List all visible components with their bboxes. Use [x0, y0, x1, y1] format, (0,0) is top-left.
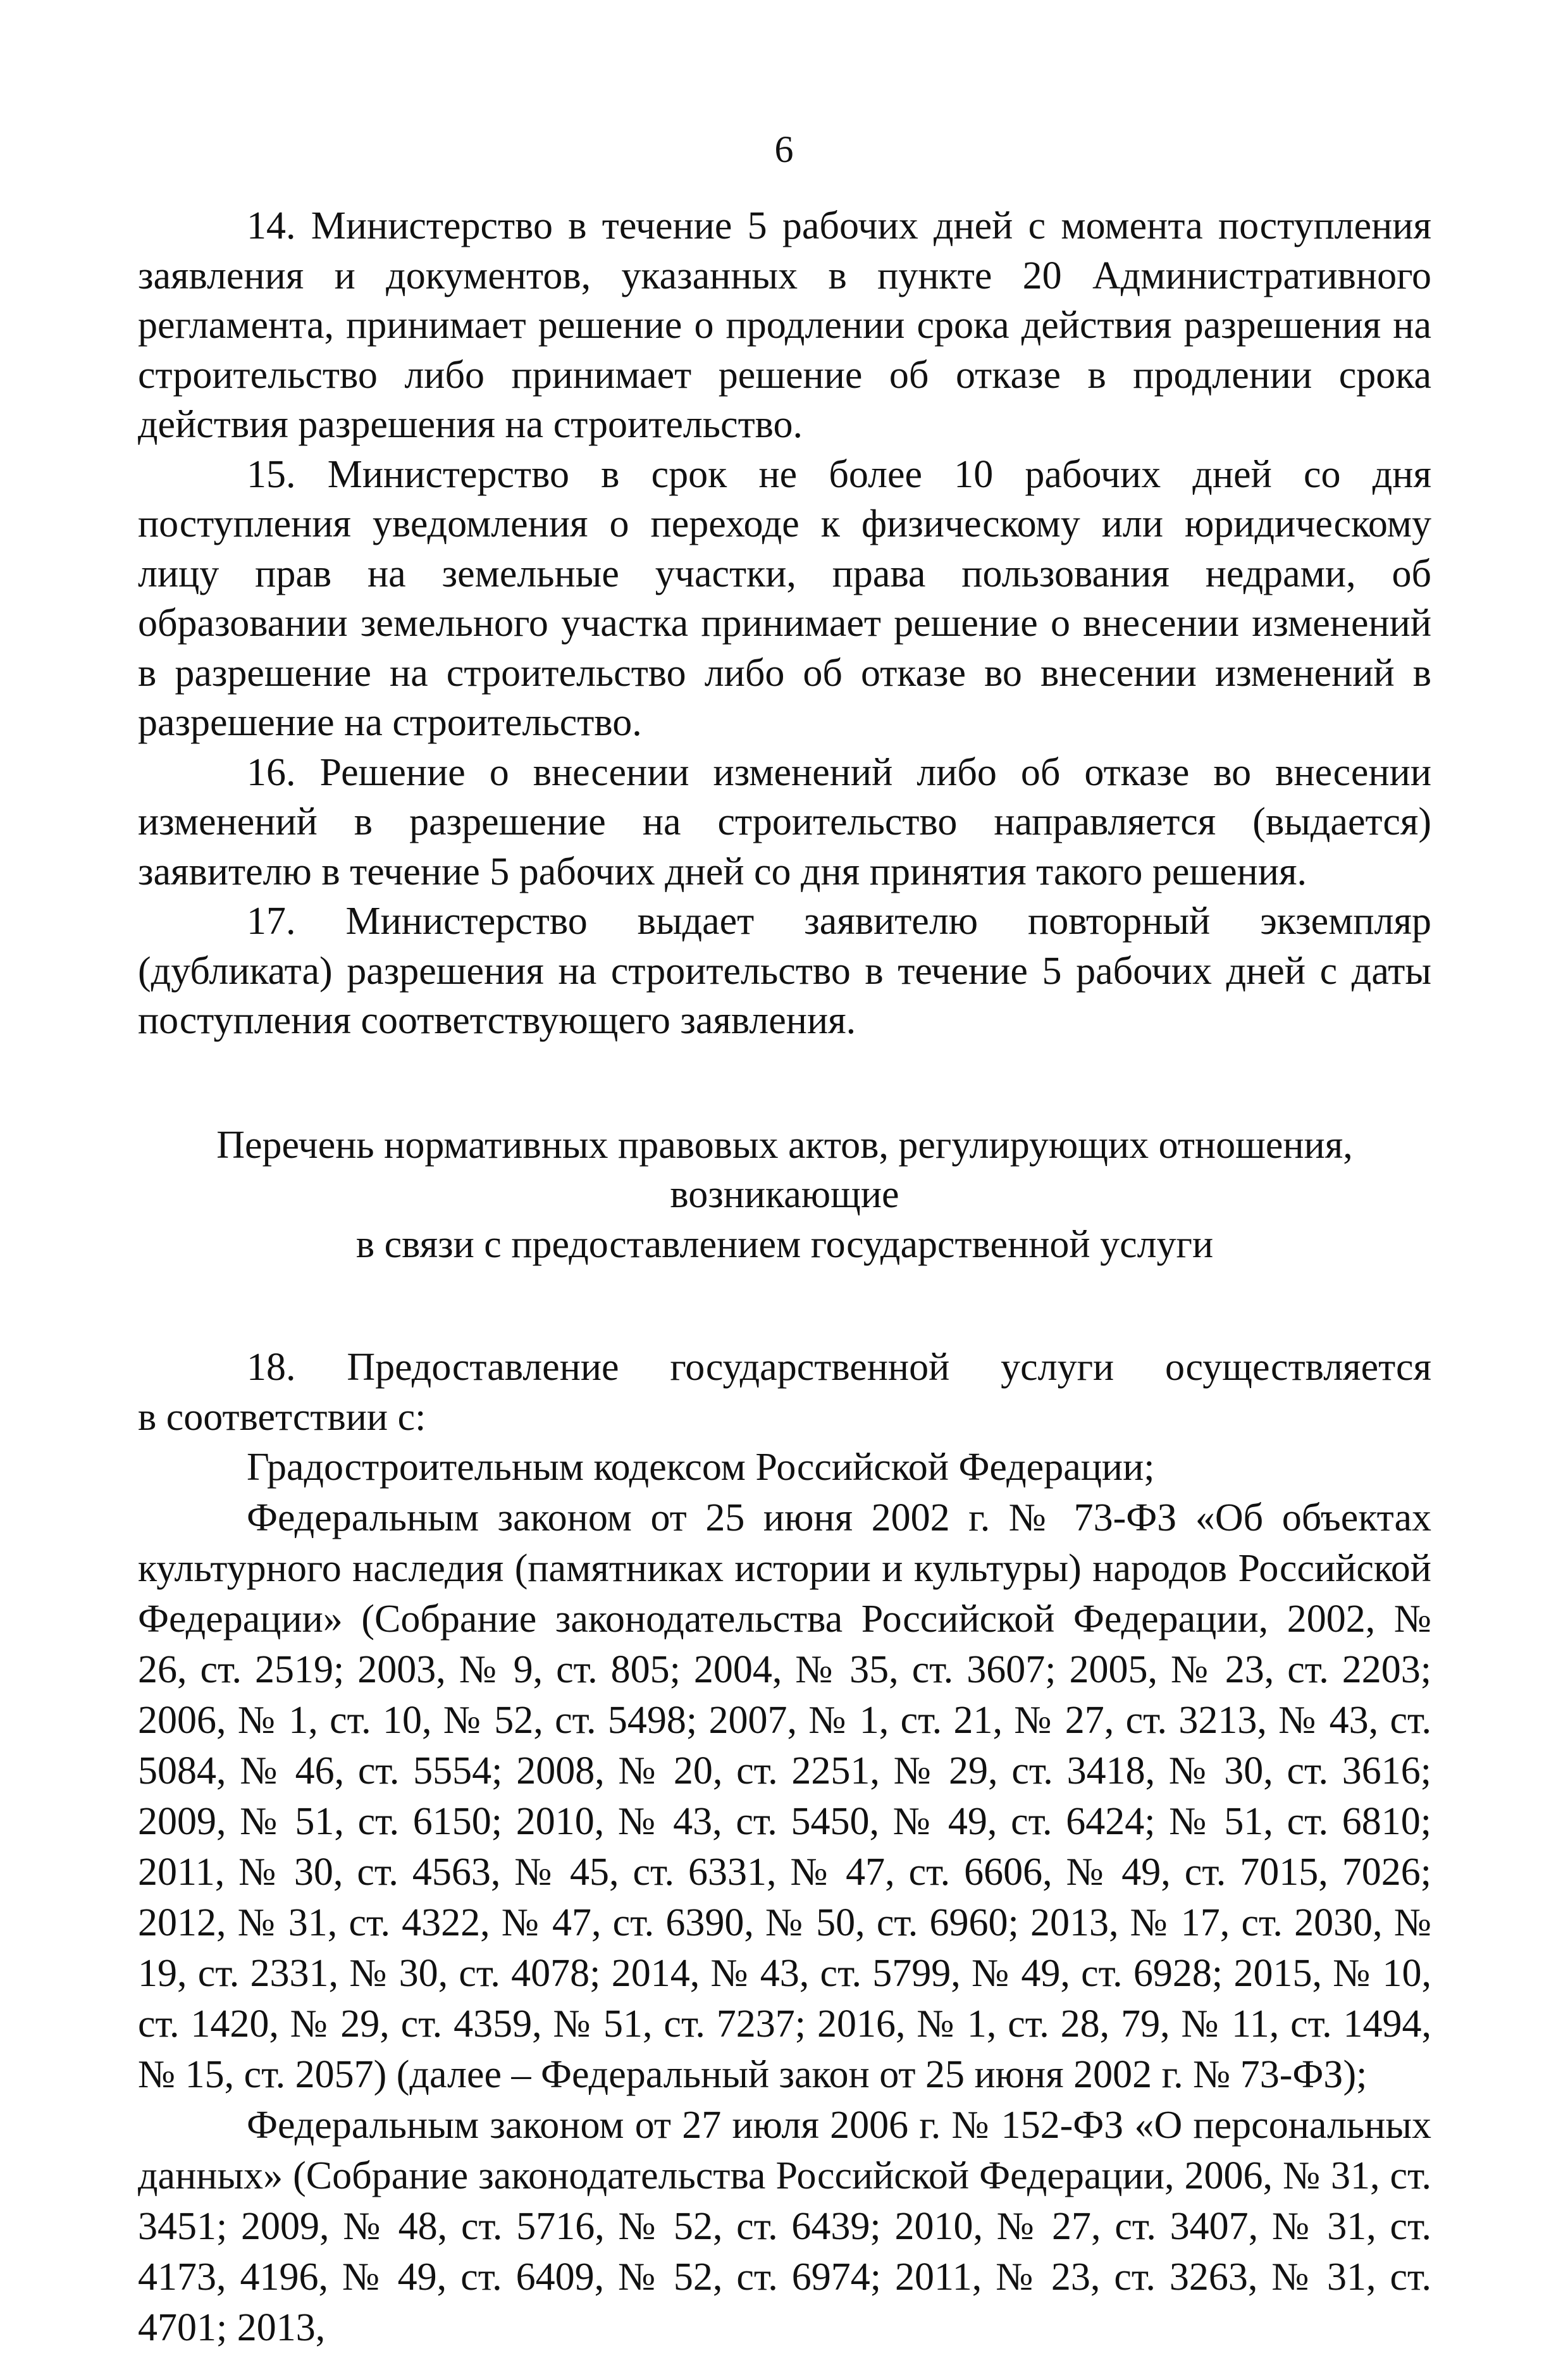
paragraph-18-line-2: в соответствии с: — [138, 1395, 426, 1439]
paragraph-18-line-1: 18. Предоставление государственной услуги осуществляется — [247, 1346, 1431, 1389]
section-spacer — [138, 1269, 1431, 1343]
document-body — [138, 201, 1431, 2353]
paragraph-16: 16. Решение о внесении изменений либо об отказе во внесении изменений в разрешение на строительство направляется (выдается) заявителю в течение 5 рабочих дней со дня принятия такого решения. — [138, 750, 1431, 893]
section-heading-line-2: в связи с предоставлением государственной услуги — [355, 1222, 1214, 1266]
paragraph-17: 17. Министерство выдает заявителю повторный экземпляр (дубликата) разрешения на строительство в течение 5 рабочих дней с даты поступления соответствующего заявления. — [138, 900, 1431, 1042]
page-number: 6 — [774, 128, 794, 170]
legal-act-item: Градостроительным кодексом Российской Федерации; — [247, 1446, 1155, 1489]
section-heading-line-1: Перечень нормативных правовых актов, регулирующих отношения, возникающие — [216, 1123, 1353, 1216]
paragraph-15: 15. Министерство в срок не более 10 рабочих дней со дня поступления уведомления о переходе к физическому или юридическому лицу прав на земельные участки, права пользования недрами, об образовании земельного участка принимает решение о внесении изменений в разрешение на строительство либо об отказе во внесении изменений в разрешение на строительство. — [138, 452, 1431, 744]
paragraph-14: 14. Министерство в течение 5 рабочих дней с момента поступления заявления и документов, указанных в пункте 20 Административного регламента, принимает решение о продлении срока действия разрешения на строительство либо принимает решение об отказе в продлении срока действия разрешения на строительство. — [138, 204, 1431, 446]
legal-act-item: Федеральным законом от 25 июня 2002 г. № 73-ФЗ «Об объектах культурного наследия (памятниках истории и культуры) народов Российской Федерации» (Собрание законодательства Российской Федерации, 2002, № 26, ст. 2519; 2003, № 9, ст. 805; 2004, № 35, ст. 3607; 2005, № 23, ст. 2203; 2006, № 1, ст. 10, № 52, ст. 5498; 2007, № 1, ст. 21, № 27, ст. 3213, № 43, ст. 5084, № 46, ст. 5554; 2008, № 20, ст. 2251, № 29, ст. 3418, № 30, ст. 3616; 2009, № 51, ст. 6150; 2010, № 43, ст. 5450, № 49, ст. 6424; № 51, ст. 6810; 2011, № 30, ст. 4563, № 45, ст. 6331, № 47, ст. 6606, № 49, ст. 7015, 7026; 2012, № 31, ст. 4322, № 47, ст. 6390, № 50, ст. 6960; 2013, № 17, ст. 2030, № 19, ст. 2331, № 30, ст. 4078; 2014, № 43, ст. 5799, № 49, ст. 6928; 2015, № 10, ст. 1420, № 29, ст. 4359, № 51, ст. 7237; 2016, № 1, ст. 28, 79, № 11, ст. 1494, № 15, ст. 2057) (далее – Федеральный закон от 25 июня 2002 г. № 73-ФЗ); — [138, 1496, 1431, 2096]
legal-act-item: Федеральным законом от 27 июля 2006 г. № 152-ФЗ «О персональных данных» (Собрание законодательства Российской Федерации, 2006, № 31, ст. 3451; 2009, № 48, ст. 5716, № 52, ст. 6439; 2010, № 27, ст. 3407, № 31, ст. 4173, 4196, № 49, ст. 6409, № 52, ст. 6974; 2011, № 23, ст. 3263, № 31, ст. 4701; 2013, — [138, 2104, 1431, 2349]
section-heading — [138, 1121, 1431, 1270]
legal-acts-list — [138, 1442, 1431, 2353]
section-spacer — [138, 1046, 1431, 1121]
